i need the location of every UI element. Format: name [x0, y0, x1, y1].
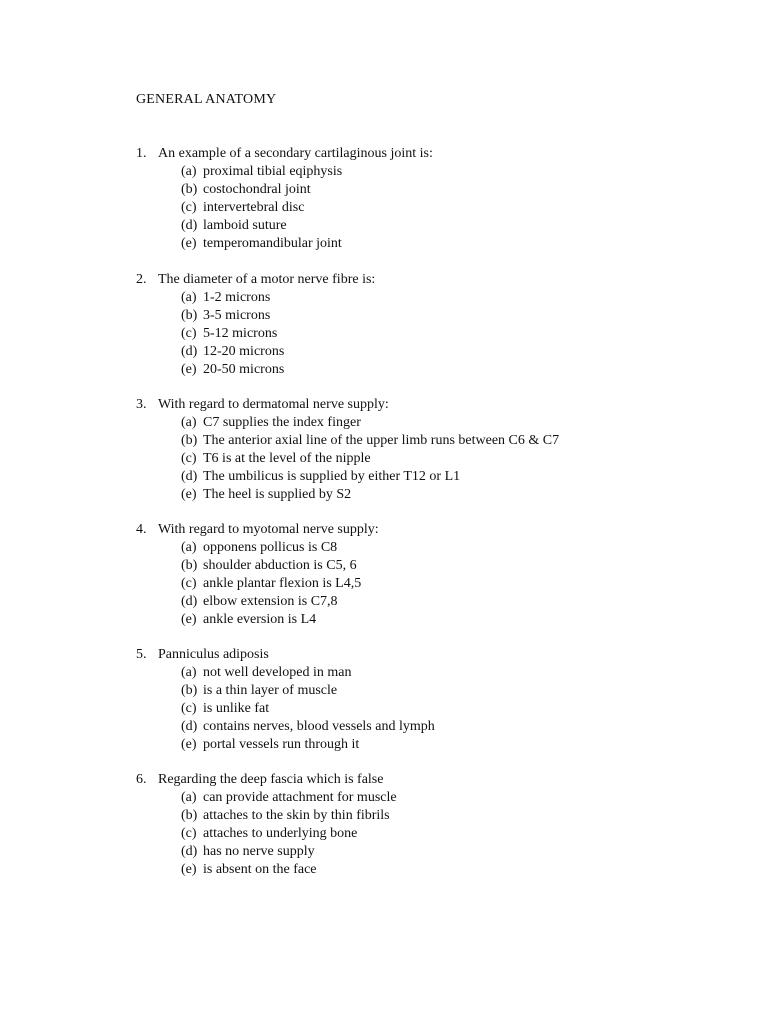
option-label: (e): [181, 236, 197, 251]
question-stem: [136, 396, 736, 414]
option-d: [136, 718, 736, 736]
option-e: [136, 235, 736, 253]
option-e: [136, 736, 736, 754]
option-text: shoulder abduction is C5, 6: [203, 558, 357, 573]
option-text: elbow extension is C7,8: [203, 594, 338, 609]
option-text: The anterior axial line of the upper limb runs between C6 & C7: [203, 433, 560, 448]
question-3: [136, 396, 736, 504]
question-text: The diameter of a motor nerve fibre is:: [158, 272, 376, 287]
option-a: [136, 664, 736, 682]
options-list: [136, 664, 736, 754]
question-number: 6.: [136, 772, 147, 787]
document-title: GENERAL ANATOMY: [136, 92, 277, 107]
option-text: ankle eversion is L4: [203, 612, 317, 627]
option-label: (a): [181, 790, 197, 805]
option-text: can provide attachment for muscle: [203, 790, 397, 805]
option-e: [136, 486, 736, 504]
options-list: [136, 414, 736, 504]
option-label: (a): [181, 415, 197, 430]
option-text: ankle plantar flexion is L4,5: [203, 576, 362, 591]
option-b: [136, 307, 736, 325]
option-text: is unlike fat: [203, 701, 270, 716]
option-text: 3-5 microns: [203, 308, 271, 323]
option-text: The heel is supplied by S2: [203, 487, 352, 502]
option-e: [136, 361, 736, 379]
option-label: (b): [181, 182, 198, 197]
option-label: (e): [181, 862, 197, 877]
option-d: [136, 593, 736, 611]
option-label: (a): [181, 665, 197, 680]
option-d: [136, 843, 736, 861]
option-label: (b): [181, 808, 198, 823]
question-4: [136, 521, 736, 629]
option-a: [136, 163, 736, 181]
option-label: (a): [181, 290, 197, 305]
option-label: (c): [181, 701, 197, 716]
option-label: (a): [181, 164, 197, 179]
option-label: (b): [181, 683, 198, 698]
option-text: The umbilicus is supplied by either T12 or L1: [203, 469, 461, 484]
option-label: (b): [181, 433, 198, 448]
option-c: [136, 450, 736, 468]
option-text: T6 is at the level of the nipple: [203, 451, 371, 466]
option-c: [136, 575, 736, 593]
option-text: costochondral joint: [203, 182, 311, 197]
option-label: (e): [181, 737, 197, 752]
option-text: temperomandibular joint: [203, 236, 342, 251]
question-text: With regard to myotomal nerve supply:: [158, 522, 379, 537]
option-text: attaches to underlying bone: [203, 826, 358, 841]
option-text: opponens pollicus is C8: [203, 540, 338, 555]
question-text: Panniculus adiposis: [158, 647, 269, 662]
option-text: lamboid suture: [203, 218, 287, 233]
question-stem: [136, 771, 736, 789]
question-2: [136, 271, 736, 379]
option-text: 1-2 microns: [203, 290, 271, 305]
option-label: (d): [181, 344, 198, 359]
option-label: (d): [181, 719, 198, 734]
option-b: [136, 557, 736, 575]
option-b: [136, 682, 736, 700]
option-text: 20-50 microns: [203, 362, 285, 377]
option-text: is absent on the face: [203, 862, 317, 877]
option-label: (d): [181, 469, 198, 484]
option-d: [136, 217, 736, 235]
option-text: intervertebral disc: [203, 200, 305, 215]
options-list: [136, 789, 736, 879]
option-label: (d): [181, 594, 198, 609]
option-label: (c): [181, 200, 197, 215]
option-text: attaches to the skin by thin fibrils: [203, 808, 390, 823]
question-number: 3.: [136, 397, 147, 412]
option-d: [136, 468, 736, 486]
question-stem: [136, 646, 736, 664]
option-b: [136, 432, 736, 450]
question-1: [136, 145, 736, 253]
option-b: [136, 807, 736, 825]
option-text: portal vessels run through it: [203, 737, 360, 752]
question-number: 1.: [136, 146, 147, 161]
option-b: [136, 181, 736, 199]
option-label: (a): [181, 540, 197, 555]
question-number: 5.: [136, 647, 147, 662]
option-c: [136, 325, 736, 343]
option-label: (c): [181, 326, 197, 341]
option-text: 5-12 microns: [203, 326, 278, 341]
option-c: [136, 700, 736, 718]
option-label: (d): [181, 218, 198, 233]
question-stem: [136, 271, 736, 289]
option-label: (e): [181, 612, 197, 627]
question-number: 2.: [136, 272, 147, 287]
option-label: (b): [181, 558, 198, 573]
option-label: (d): [181, 844, 198, 859]
option-label: (e): [181, 487, 197, 502]
option-text: proximal tibial eqiphysis: [203, 164, 343, 179]
option-text: C7 supplies the index finger: [203, 415, 361, 430]
option-label: (c): [181, 826, 197, 841]
question-text: With regard to dermatomal nerve supply:: [158, 397, 389, 412]
question-text: Regarding the deep fascia which is false: [158, 772, 384, 787]
option-a: [136, 289, 736, 307]
option-label: (c): [181, 451, 197, 466]
question-number: 4.: [136, 522, 147, 537]
option-label: (e): [181, 362, 197, 377]
question-6: [136, 771, 736, 879]
options-list: [136, 539, 736, 629]
option-text: not well developed in man: [203, 665, 352, 680]
option-c: [136, 825, 736, 843]
option-a: [136, 414, 736, 432]
options-list: [136, 289, 736, 379]
option-a: [136, 539, 736, 557]
option-text: has no nerve supply: [203, 844, 315, 859]
option-d: [136, 343, 736, 361]
option-e: [136, 861, 736, 879]
option-c: [136, 199, 736, 217]
question-stem: [136, 521, 736, 539]
question-stem: [136, 145, 736, 163]
option-label: (c): [181, 576, 197, 591]
question-5: [136, 646, 736, 754]
option-text: contains nerves, blood vessels and lymph: [203, 719, 435, 734]
question-text: An example of a secondary cartilaginous joint is:: [158, 146, 433, 161]
option-label: (b): [181, 308, 198, 323]
option-e: [136, 611, 736, 629]
option-text: is a thin layer of muscle: [203, 683, 338, 698]
option-text: 12-20 microns: [203, 344, 285, 359]
option-a: [136, 789, 736, 807]
options-list: [136, 163, 736, 253]
